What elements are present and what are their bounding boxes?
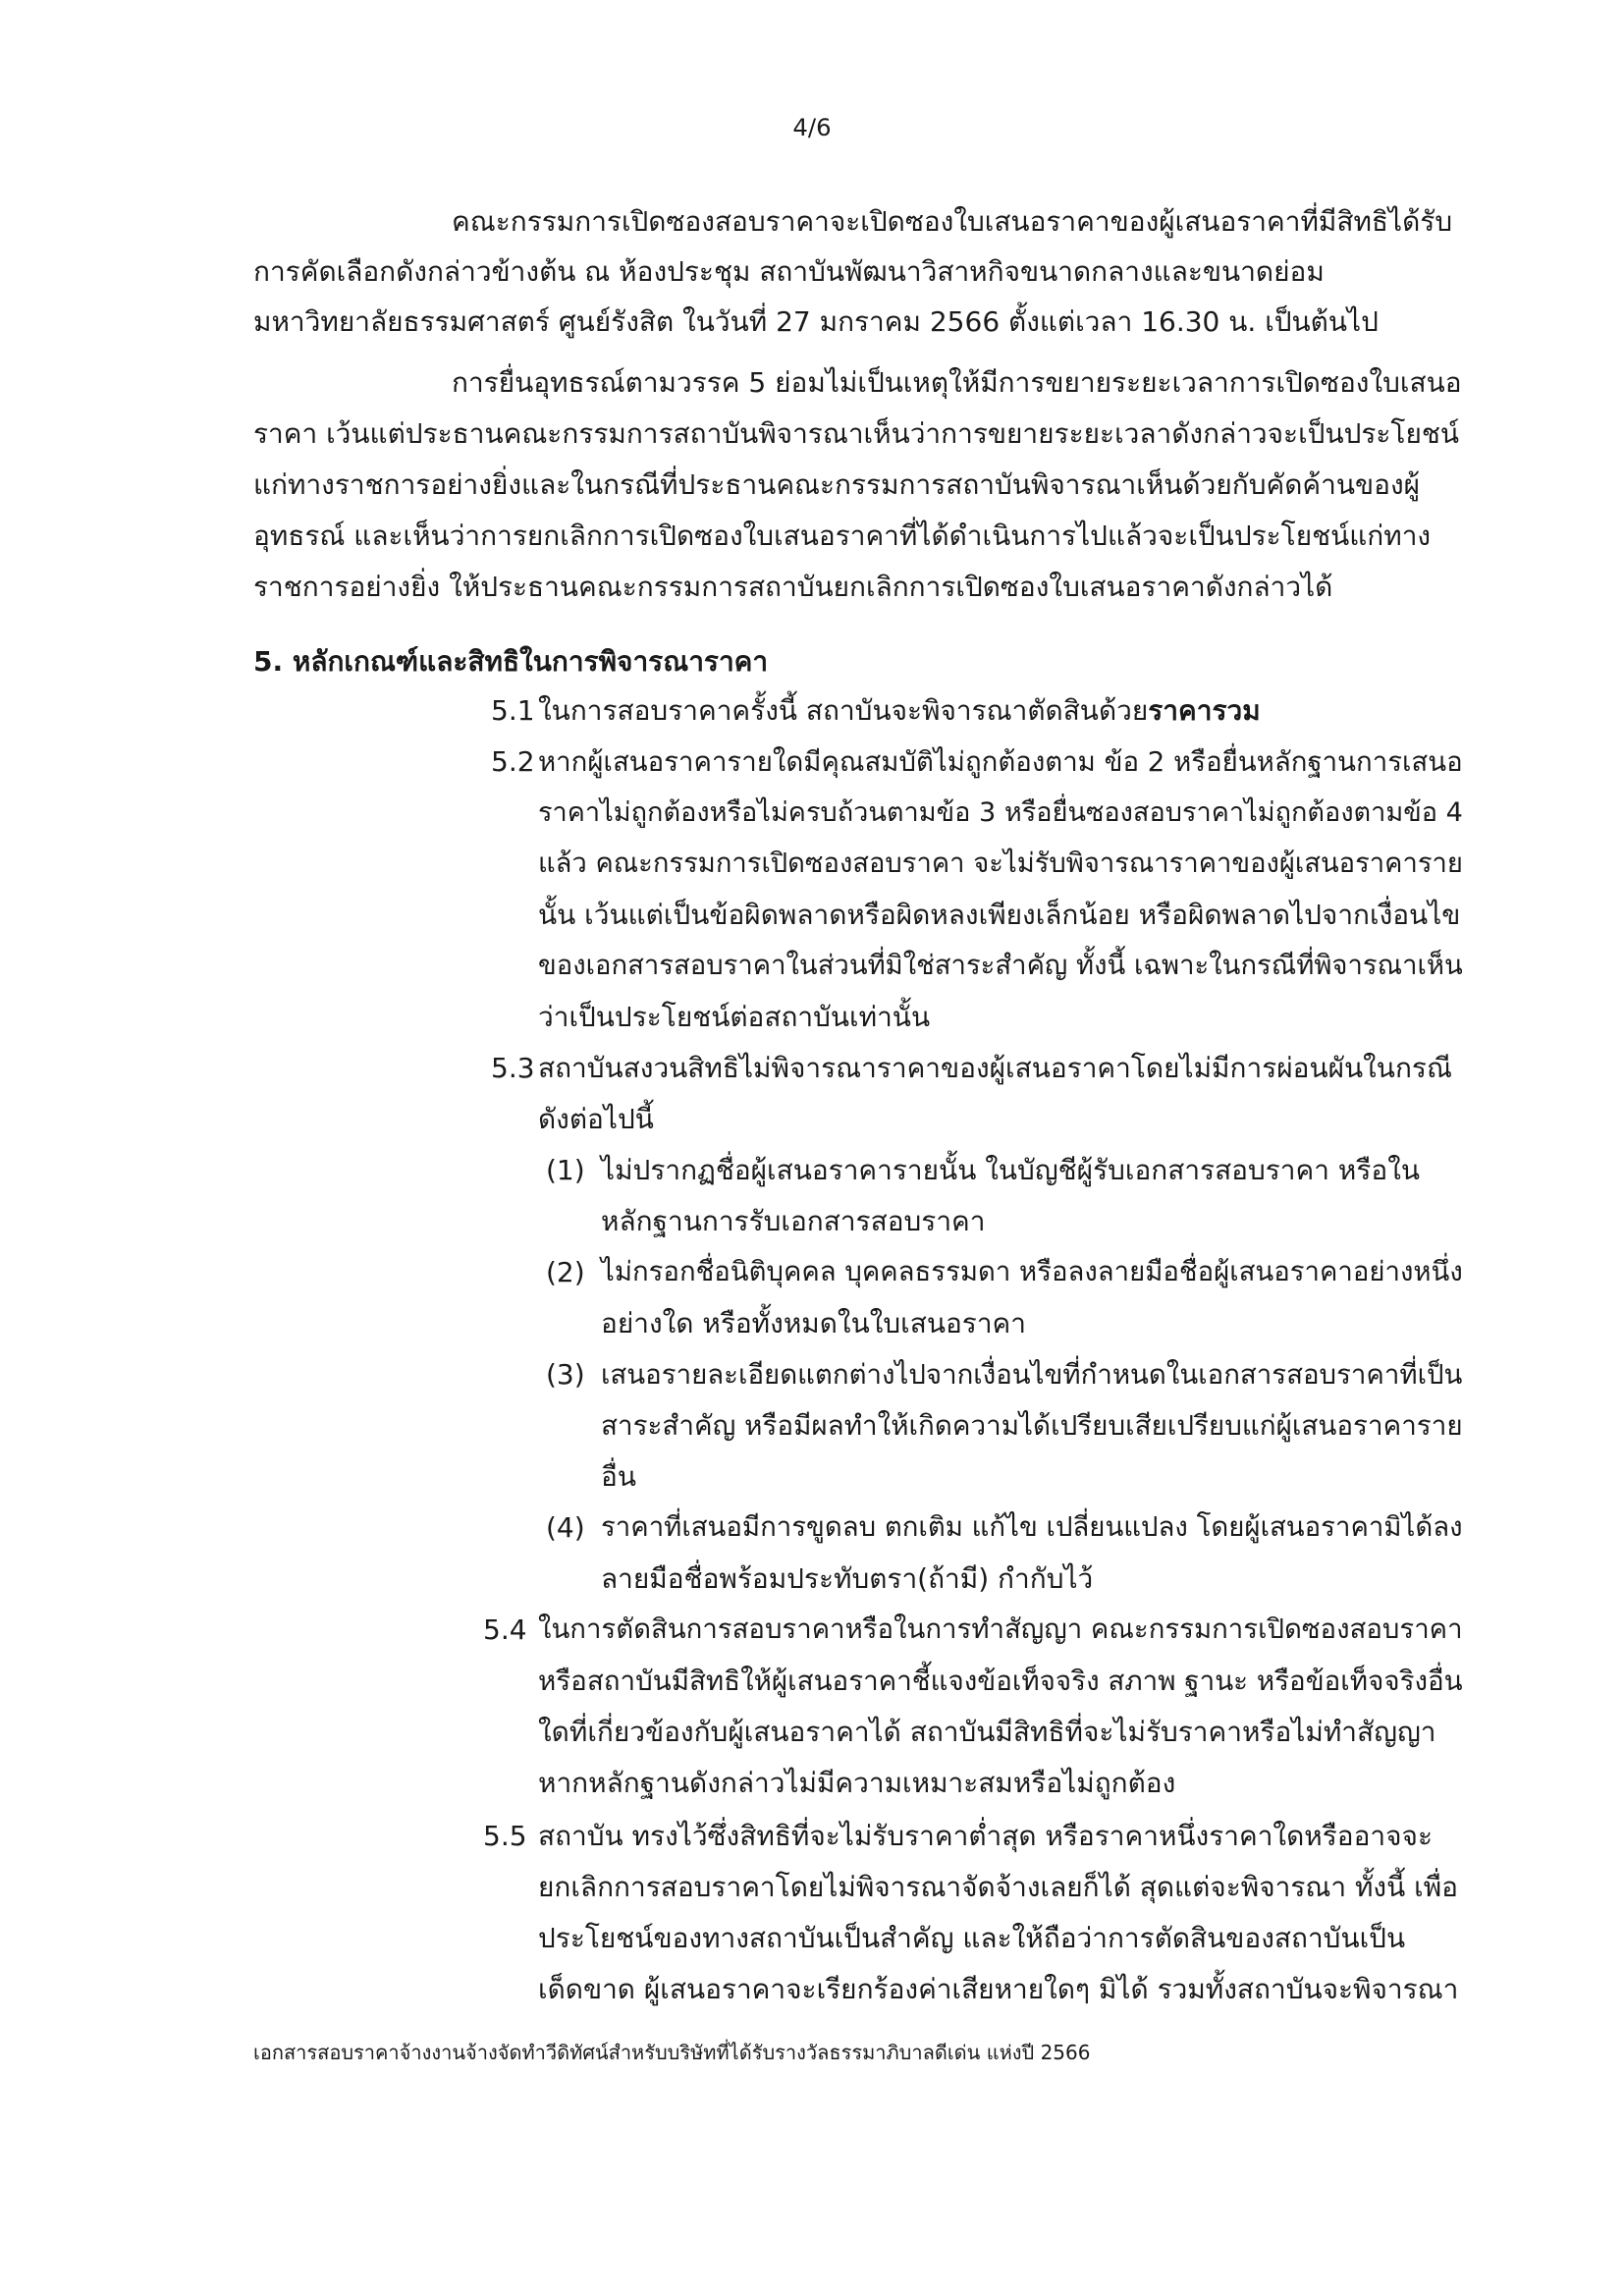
clause-5-2-line6: ว่าเป็นประโยชน์ต่อสถาบันเท่านั้น [538, 1001, 931, 1033]
clause-number: 5.3 [491, 1052, 535, 1084]
intro-para2-line3: แก่ทางราชการอย่างยิ่งและในกรณีที่ประธานคณะกรรมการสถาบันพิจารณาเห็นด้วยกับคัดค้านของผู้ [253, 468, 1421, 501]
intro-para2-line5: ราชการอย่างยิ่ง ให้ประธานคณะกรรมการสถาบันยกเลิกการเปิดซองใบเสนอราคาดังกล่าวได้ [253, 571, 1333, 603]
clause-5-2-line1: หากผู้เสนอราคารายใดมีคุณสมบัติไม่ถูกต้องตาม ข้อ 2 หรือยื่นหลักฐานการเสนอ [538, 745, 1463, 778]
clause-5-2-line3: แล้ว คณะกรรมการเปิดซองสอบราคา จะไม่รับพิจารณาราคาของผู้เสนอราคาราย [538, 848, 1463, 879]
clause-5-5-line1: สถาบัน ทรงไว้ซึ่งสิทธิที่จะไม่รับราคาต่ำสุด หรือราคาหนึ่งราคาใดหรืออาจจะ [538, 1820, 1433, 1852]
intro-para2-line2: ราคา เว้นแต่ประธานคณะกรรมการสถาบันพิจารณาเห็นว่าการขยายระยะเวลาดังกล่าวจะเป็นประโยชน์ [253, 417, 1460, 450]
item-4-line2: ลายมือชื่อพร้อมประทับตรา(ถ้ามี) กำกับไว้ [601, 1562, 1094, 1595]
clause-5-1-body: ในการสอบราคาครั้งนี้ สถาบันจะพิจารณาตัดสินด้วย [538, 694, 1149, 727]
clause-5-3-line2: ดังต่อไปนี้ [538, 1103, 654, 1135]
clause-5-5-line3: ประโยชน์ของทางสถาบันเป็นสำคัญ และให้ถือว่าการตัดสินของสถาบันเป็น [538, 1922, 1406, 1954]
clause-5-4-line2: หรือสถาบันมีสิทธิให้ผู้เสนอราคาชี้แจงข้อเท็จจริง สภาพ ฐานะ หรือข้อเท็จจริงอื่น [538, 1665, 1463, 1697]
item-2-line2: อย่างใด หรือทั้งหมดในใบเสนอราคา [601, 1307, 1027, 1339]
item-number: (2) [546, 1256, 585, 1288]
page-number: 4/6 [792, 113, 832, 141]
intro-para1-line2: การคัดเลือกดังกล่าวข้างต้น ณ ห้องประชุม สถาบันพัฒนาวิสาหกิจขนาดกลางและขนาดย่อม [253, 255, 1325, 288]
clause-5-1-bold: ราคารวม [1148, 694, 1261, 727]
clause-number: 5.1 [491, 694, 535, 727]
clause-5-2-line2: ราคาไม่ถูกต้องหรือไม่ครบถ้วนตามข้อ 3 หรือยื่นซองสอบราคาไม่ถูกต้องตามข้อ 4 [538, 797, 1463, 828]
clause-5-4-line4: หากหลักฐานดังกล่าวไม่มีความเหมาะสมหรือไม่ถูกต้อง [538, 1767, 1176, 1799]
item-3-line1: เสนอรายละเอียดแตกต่างไปจากเงื่อนไขที่กำหนดในเอกสารสอบราคาที่เป็น [601, 1358, 1463, 1391]
clause-5-4-line3: ใดที่เกี่ยวข้องกับผู้เสนอราคาได้ สถาบันมีสิทธิที่จะไม่รับราคาหรือไม่ทำสัญญา [538, 1716, 1436, 1748]
document-footer: เอกสารสอบราคาจ้างงานจ้างจัดทำวีดิทัศน์สำหรับบริษัทที่ได้รับรางวัลธรรมาภิบาลดีเด่น แห่งปี 2566 [253, 2041, 1091, 2064]
clause-5-4-line1: ในการตัดสินการสอบราคาหรือในการทำสัญญา คณะกรรมการเปิดซองสอบราคา [538, 1613, 1463, 1645]
clause-number: 5.2 [491, 745, 535, 778]
item-number: (1) [546, 1154, 585, 1186]
item-1-line1: ไม่ปรากฏชื่อผู้เสนอราคารายนั้น ในบัญชีผู้รับเอกสารสอบราคา หรือใน [601, 1154, 1421, 1186]
item-1-line2: หลักฐานการรับเอกสารสอบราคา [601, 1205, 986, 1237]
item-number: (3) [546, 1358, 585, 1391]
item-3-line3: อื่น [601, 1460, 636, 1493]
item-2-line1: ไม่กรอกชื่อนิติบุคคล บุคคลธรรมดา หรือลงลายมือชื่อผู้เสนอราคาอย่างหนึ่ง [601, 1256, 1463, 1287]
clause-5-5-line2: ยกเลิกการสอบราคาโดยไม่พิจารณาจัดจ้างเลยก็ได้ สุดแต่จะพิจารณา ทั้งนี้ เพื่อ [538, 1871, 1458, 1903]
clause-number: 5.5 [483, 1820, 527, 1852]
clause-number: 5.4 [483, 1613, 527, 1646]
clause-5-2-line4: นั้น เว้นแต่เป็นข้อผิดพลาดหรือผิดหลงเพียงเล็กน้อย หรือผิดพลาดไปจากเงื่อนไข [538, 899, 1461, 931]
intro-para2-line4: อุทธรณ์ และเห็นว่าการยกเลิกการเปิดซองใบเสนอราคาที่ได้ดำเนินการไปแล้วจะเป็นประโยชน์แก่ทาง [253, 519, 1432, 552]
clause-5-1-text [538, 694, 1261, 727]
clause-5-3-line1: สถาบันสงวนสิทธิไม่พิจารณาราคาของผู้เสนอราคาโดยไม่มีการผ่อนผันในกรณี [538, 1052, 1452, 1084]
section-heading: 5. หลักเกณฑ์และสิทธิในการพิจารณาราคา [253, 645, 769, 678]
clause-5-2-line5: ของเอกสารสอบราคาในส่วนที่มิใช่สาระสำคัญ ทั้งนี้ เฉพาะในกรณีที่พิจารณาเห็น [538, 951, 1463, 981]
item-number: (4) [546, 1511, 585, 1544]
intro-para1-line3: มหาวิทยาลัยธรรมศาสตร์ ศูนย์รังสิต ในวันที่ 27 มกราคม 2566 ตั้งแต่เวลา 16.30 น. เป็นต้นไป [253, 305, 1379, 338]
clause-5-5-line4: เด็ดขาด ผู้เสนอราคาจะเรียกร้องค่าเสียหายใดๆ มิได้ รวมทั้งสถาบันจะพิจารณา [538, 1973, 1459, 2005]
item-4-line1: ราคาที่เสนอมีการขูดลบ ตกเติม แก้ไข เปลี่ยนแปลง โดยผู้เสนอราคามิได้ลง [601, 1511, 1463, 1543]
intro-para2-line1: การยื่นอุทธรณ์ตามวรรค 5 ย่อมไม่เป็นเหตุให้มีการขยายระยะเวลาการเปิดซองใบเสนอ [452, 366, 1462, 399]
intro-para1-line1: คณะกรรมการเปิดซองสอบราคาจะเปิดซองใบเสนอราคาของผู้เสนอราคาที่มีสิทธิได้รับ [452, 205, 1453, 238]
item-3-line2: สาระสำคัญ หรือมีผลทำให้เกิดความได้เปรียบเสียเปรียบแก่ผู้เสนอราคาราย [601, 1409, 1463, 1442]
